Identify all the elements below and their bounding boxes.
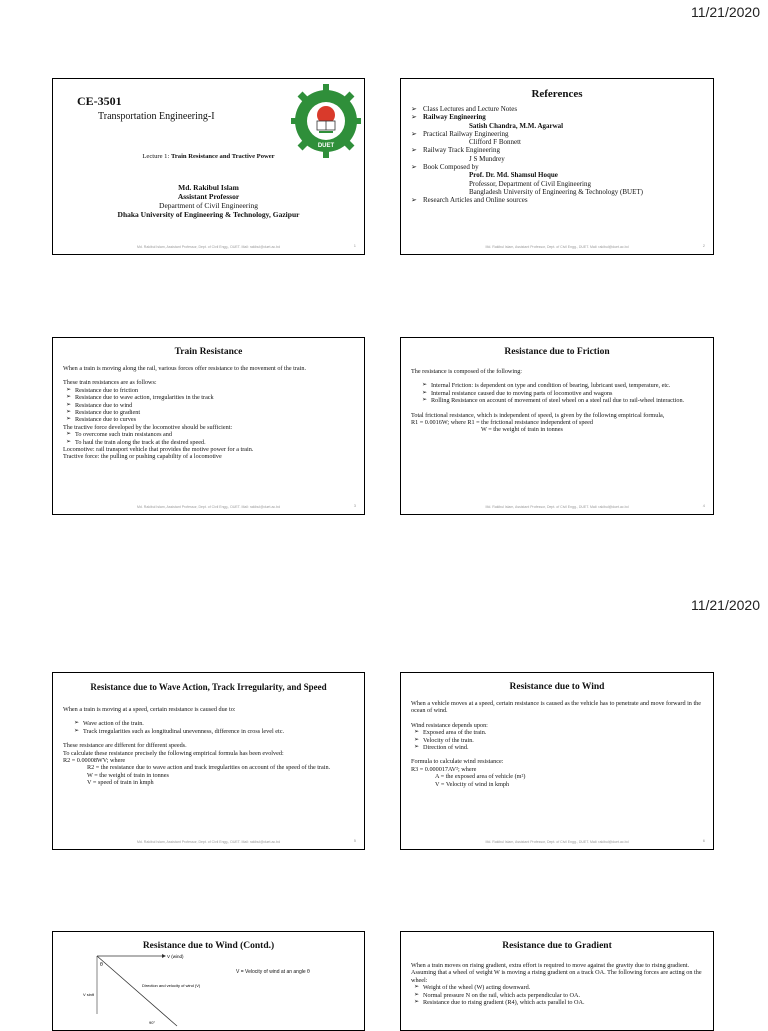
tractive-force-def: Tractive force: the pulling or pushing capability of a locomotive [63, 453, 222, 461]
wind-direction-line [97, 956, 177, 1026]
wave-list [63, 720, 356, 735]
reference-title: Practical Railway Engineering [423, 129, 509, 138]
angle-90-label: 90° [149, 1020, 156, 1025]
wind-diagram [67, 954, 217, 1031]
formula: R3 = 0.000017AV²; where [411, 765, 477, 773]
tractive-intro: The tractive force developed by the locomotive should be sufficient: [63, 423, 233, 431]
reference-author: Satish Chandra, M.M. Agarwal [469, 121, 564, 130]
reference-item [411, 146, 705, 154]
reference-item [411, 163, 705, 171]
slide-footer: Md. Rakibul Islam, Assistant Professor, Dept. of Civil Engg., DUET. Mail: rakibul@duet.ac.bd [485, 245, 629, 249]
author-university: Dhaka University of Engineering & Technology, Gazipur [117, 210, 300, 219]
slide-number: 1 [353, 243, 356, 248]
arrow-bullet-icon: ➢ [411, 163, 417, 172]
wind-item: ➢ Velocity of the train. [423, 737, 705, 744]
tractive-item: ➢ To haul the train along the track at the desired speed. [75, 439, 356, 446]
page-date: 11/21/2020 [690, 597, 760, 613]
velocity-def: V = Velocity of wind in kmph [435, 780, 510, 788]
area-def: A = the exposed area of vehicle (m²) [435, 773, 526, 781]
reference-author: Clifford F Bonnett [469, 138, 521, 147]
wave-item: ➢ Wave action of the train. [83, 720, 356, 727]
slide-wind [400, 672, 714, 850]
arrow-bullet-icon: ➢ [411, 196, 417, 205]
slide-gradient [400, 931, 714, 1031]
depends-text: Wind resistance depends upon: [411, 721, 488, 729]
author-designation: Assistant Professor [177, 192, 240, 201]
wind-note: V = Velocity of wind at an angle θ [236, 969, 310, 975]
arrow-bullet-icon: ➢ [411, 129, 417, 138]
wind-item: ➢ Exposed area of the train. [423, 729, 705, 736]
slide-title: Train Resistance [174, 347, 243, 357]
vsin-label: V sinθ [83, 992, 95, 997]
gradient-list [411, 984, 705, 1006]
slide-title: Resistance due to Wind (Contd.) [142, 941, 275, 951]
resistance-item: ➢ Resistance due to wave action, irregularities in the track [75, 394, 356, 401]
slide-footer: Md. Rakibul Islam, Assistant Professor, Dept. of Civil Engg., DUET. Mail: rakibul@duet.ac.bd [136, 840, 281, 844]
direction-label: Direction and velocity of wind (V) [142, 983, 201, 988]
slide-footer: Md. Rakibul Islam, Assistant Professor, Dept. of Civil Engg., DUET. Mail: rakibul@duet.ac.bd [485, 505, 629, 509]
formula: R1 = 0.0016W; where R1 = the frictional resistance independent of speed [411, 419, 594, 427]
slide-footer: Md. Rakibul Islam, Assistant Professor, Dept. of Civil Engg., DUET. Mail: rakibul@duet.ac.bd [485, 840, 629, 844]
author-dept: Department of Civil Engineering [159, 201, 258, 210]
slide-title: References [531, 88, 583, 100]
slide-title: Resistance due to Gradient [502, 941, 612, 951]
speed-def: V = speed of train in kmph [87, 779, 154, 787]
tractive-list [63, 431, 356, 446]
resistance-item: ➢ Resistance due to curves [75, 416, 356, 423]
intro-text: When a vehicle moves at a speed, certain resistance is caused as the vehicle has to penetrate and move forward in the ocean of wind. [411, 700, 702, 715]
gradient-item: ➢ Normal pressure N on the rail, which acts perpendicular to OA. [423, 992, 705, 999]
slide-friction [400, 337, 714, 515]
slide-number: 5 [353, 838, 356, 843]
resistance-item: ➢ Resistance due to friction [75, 387, 356, 394]
slide-title [52, 78, 365, 255]
angle-label: θ [100, 962, 103, 968]
formula-intro: Total frictional resistance, which is independent of speed, is given by the following empirical formula, [411, 411, 665, 419]
course-code: CE-3501 [77, 94, 122, 108]
duet-logo [290, 81, 362, 161]
intro-text: The resistance is composed of the following: [411, 368, 523, 375]
gradient-item: ➢ Resistance due to rising gradient (R4), which acts parallel to OA. [423, 999, 705, 1006]
resistance-item: ➢ Resistance due to gradient [75, 409, 356, 416]
paragraph-1: These resistance are different for different speeds. [63, 742, 187, 750]
reference-item [411, 105, 705, 113]
friction-item: ➢ Internal resistance caused due to moving parts of locomotive and wagons [431, 390, 705, 397]
lecture-prefix: Lecture 1: [142, 153, 171, 160]
friction-list [411, 382, 705, 404]
slide-title: Resistance due to Wind [509, 682, 605, 692]
slide-number: 2 [702, 243, 705, 248]
r2-def: R2 = the resistance due to wave action and track irregularities on account of the speed of the train. [87, 764, 331, 772]
slide-number: 6 [702, 838, 705, 843]
reference-item [411, 130, 705, 138]
reference-title: Research Articles and Online sources [423, 196, 528, 205]
intro-text: When a train is moving at a speed, certain resistance is caused due to: [63, 706, 236, 713]
wind-item: ➢ Direction of wind. [423, 744, 705, 751]
slide-title: Resistance due to Friction [504, 347, 610, 357]
slide-train-resistance [52, 337, 365, 515]
weight-def: W = the weight of train in tonnes [87, 771, 169, 779]
arrow-bullet-icon: ➢ [411, 146, 417, 155]
slide-wave-action [52, 672, 365, 850]
arrow-bullet-icon: ➢ [411, 105, 417, 113]
reference-author: J S Mundrey [469, 154, 505, 163]
intro-text: When a train is moving along the rail, various forces offer resistance to the movement of the train. [63, 365, 307, 372]
resistance-list [63, 387, 356, 424]
slide-references [400, 78, 714, 255]
lecture-title: Train Resistance and Tractive Power [170, 153, 275, 160]
slide-footer: Md. Rakibul Islam, Assistant Professor, Dept. of Civil Engg., DUET. Mail: rakibul@duet.ac.bd [136, 505, 281, 509]
references-list [411, 105, 705, 205]
reference-title: Book Composed by [423, 163, 479, 172]
logo-text: DUET [317, 143, 335, 149]
course-subject: Transportation Engineering-I [98, 111, 215, 122]
arrow-bullet-icon: ➢ [411, 113, 417, 122]
page-date: 11/21/2020 [690, 4, 760, 20]
reference-author: Prof. Dr. Md. Shamsul Hoque [469, 171, 558, 180]
slide-footer: Md. Rakibul Islam, Assistant Professor, Dept. of Civil Engg., DUET. Mail: rakibul@duet.ac.bd [136, 245, 281, 249]
author-name: Md. Rakibul Islam [178, 183, 239, 192]
slide-wind-contd [52, 931, 365, 1031]
formula-intro: Formula to calculate wind resistance: [411, 758, 504, 766]
tractive-item: ➢ To overcome such train resistances and [75, 431, 356, 438]
intro-text: When a train moves on rising gradient, extra effort is required to move against the gravity due to rising gradient. [411, 962, 690, 969]
reference-title: Railway Track Engineering [423, 146, 500, 155]
reference-title: Class Lectures and Lecture Notes [423, 105, 518, 113]
slide-number: 3 [353, 503, 356, 508]
resistance-item: ➢ Resistance due to wind [75, 402, 356, 409]
assume-text: Assuming that a wheel of weight W is moving a rising gradient on a track OA. The following forces are acting on the wheel: [411, 969, 702, 984]
slide-title: Resistance due to Wave Action, Track Irregularity, and Speed [90, 682, 327, 692]
friction-item: ➢ Internal Friction: is dependent on type and condition of bearing, lubricant used, temperature, etc. [431, 382, 705, 389]
wind-list [411, 729, 705, 751]
arrow-head [162, 954, 166, 958]
formula: R2 = 0.00008WV; where [63, 757, 126, 765]
reference-item [411, 113, 705, 121]
weight-def: W = the weight of train in tonnes [481, 426, 563, 434]
slide-number: 4 [702, 503, 705, 508]
locomotive-def: Locomotive: rail transport vehicle that provides the motive power for a train. [63, 446, 254, 454]
reference-author: Professor, Department of Civil Engineering [469, 179, 591, 188]
friction-item: ➢ Rolling Resistance on account of movement of steel wheel on a steel rail due to rail-wheel interaction. [431, 397, 705, 404]
reference-title: Railway Engineering [423, 113, 486, 122]
reference-item [411, 196, 705, 204]
v-label: V (wind) [167, 954, 184, 959]
wave-item: ➢ Track irregularities such as longitudinal unevenness, difference in cross level etc. [83, 728, 356, 735]
reference-author: Bangladesh University of Engineering & Technology (BUET) [469, 187, 643, 196]
gradient-item: ➢ Weight of the wheel (W) acting downward. [423, 984, 705, 991]
list-intro: These train resistances are as follows: [63, 379, 157, 387]
paragraph-2: To calculate these resistance precisely the following empirical formula has been evolved: [63, 749, 284, 757]
